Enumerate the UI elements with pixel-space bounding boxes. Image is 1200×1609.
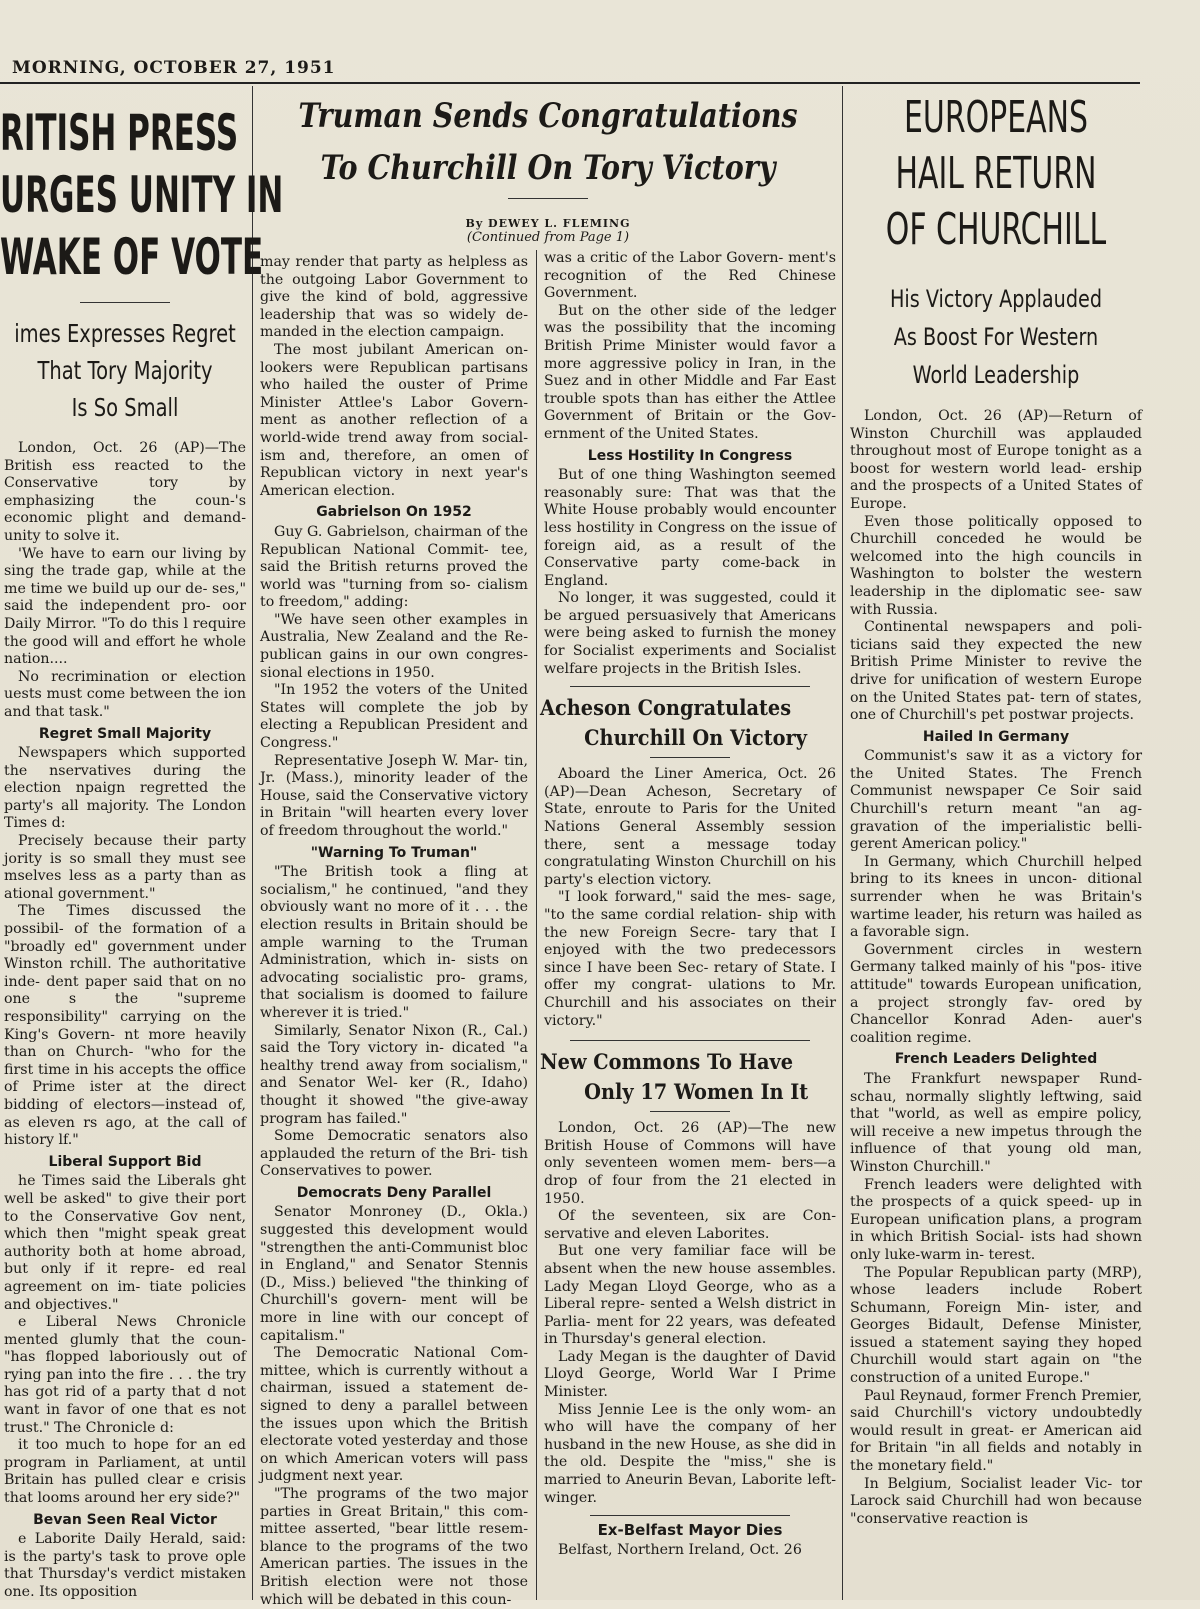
paragraph: Similarly, Senator Nixon (R., Cal.) said the Tory victory in- dicated "a healthy trend away from socialism," and Senator Wel- ker (R., Idaho) thought it showed "the give-away program has failed."	[260, 1022, 528, 1127]
paragraph: Communist's saw it as a victory for the United States. The French Communist newspaper Ce Soir said Churchill's return meant "an ag- gravation of the imperialistic belli- gerent American policy."	[850, 748, 1142, 853]
paragraph: The Frankfurt newspaper Rund- schau, normally slightly leftwing, said that "world, as well as empire policy, will receive a new impetus through the influence of that young old man, Winston Churchill."	[850, 1070, 1142, 1175]
paragraph: But on the other side of the ledger was the possibility that the incoming British Prime Minister would favor a more aggressive policy in Iran, in the Suez and in other Middle and Far East trouble spots than has either the Attlee Government of Britain or the Gov- ernment of the United States.	[544, 302, 836, 442]
deck-europeans: His Victory Applauded As Boost For Western World Leadership	[889, 285, 1103, 389]
paragraph: "In 1952 the voters of the United States will complete the job by electing a Republican President and Congress."	[260, 682, 528, 752]
article-truman-header	[256, 88, 840, 249]
paragraph: Of the seventeen, six are Con- servative and eleven Laborites.	[544, 1208, 836, 1242]
headline-belfast: Ex-Belfast Mayor Dies	[597, 1521, 783, 1540]
paragraph: Precisely because their party jority is so small they must see mselves less as a party than as ational government."	[4, 833, 246, 902]
paragraph: No recrimination or election uests must come between the ion and that task."	[4, 668, 246, 720]
paragraph: "The programs of the two major parties in Great Britain," this com- mittee asserted, "bear little resem- blance to the programs of the two American parties. The issues in the British election were not those which will be debated in this coun-	[260, 1485, 528, 1608]
byline: By DEWEY L. FLEMING	[465, 217, 631, 230]
article-divider	[570, 686, 810, 687]
paragraph: Paul Reynaud, former French Premier, said Churchill's victory undoubtedly would result in great- er American aid for Britain "in all fields and notably in the monetary field."	[850, 1387, 1142, 1475]
subhead: French Leaders Delighted	[894, 1051, 1098, 1068]
paragraph: But one very familiar face will be absent when the new house assembles. Lady Megan Lloyd George, who as a Liberal repre- sented a Welsh district in Parlia- ment for 22 years, was defeated in Thursday's general election.	[544, 1243, 836, 1348]
paragraph: Lady Megan is the daughter of David Lloyd George, World War I Prime Minister.	[544, 1348, 836, 1401]
paragraph: Some Democratic senators also applauded the return of the Bri- tish Conservatives to power.	[260, 1128, 528, 1180]
headline-rule	[650, 1111, 730, 1112]
headline-acheson: Acheson Congratulates Churchill On Victory	[540, 695, 807, 751]
headline-commons: New Commons To Have Only 17 Women In It	[540, 1049, 809, 1105]
paragraph: No longer, it was suggested, could it be argued persuasively that Americans were being asked to furnish the money for Socialist experiments and Socialist welfare projects in the British Isles.	[544, 590, 836, 677]
paragraph: London, Oct. 26 (AP)—Return of Winston Churchill was applauded throughout most of Europe tonight as a boost for western world lead- ership and the prospects of a United States of Europe.	[850, 408, 1142, 512]
paragraph: In Germany, which Churchill helped bring to its knees in uncon- ditional surrender when he was Britain's wartime leader, his return was hailed as a favorable sign.	[850, 853, 1142, 941]
paragraph: Newspapers which supported the nservatives during the election npaign regretted the party's all majority. The London Times d:	[4, 745, 246, 832]
paragraph: London, Oct. 26 (AP)—The new British House of Commons will have only seventeen women mem- bers—a drop of four from the 21 elected in 1950.	[544, 1120, 836, 1207]
paragraph: was a critic of the Labor Govern- ment's recognition of the Red Chinese Government.	[544, 250, 836, 302]
subhead: "Warning To Truman"	[310, 844, 478, 861]
paragraph: may render that party as helpless as the outgoing Labor Government to give the kind of bold, aggressive leadership that was so widely de- manded in the election campaign.	[260, 254, 528, 341]
paragraph: In Belgium, Socialist leader Vic- tor Larock said Churchill had won because "conservative reaction is	[850, 1475, 1142, 1527]
headline-europeans: EUROPEANS HAIL RETURN OF CHURCHILL	[885, 92, 1107, 255]
subhead: Gabrielson On 1952	[316, 504, 472, 521]
paragraph: The most jubilant American on- lookers were Republican partisans who hailed the ouster of Prime Minister Attlee's Labor Govern- ment as another reflection of a world-wide trend away from social- ism and, therefore, an omen of Republican victory in next year's American election.	[260, 341, 528, 499]
continued-note: (Continued from Page 1)	[466, 230, 630, 245]
paragraph: The Democratic National Com- mittee, which is currently without a chairman, issued a statement de- signed to deny a parallel between the issues upon which the British electorate voted yesterday and those on which American voters will pass judgment next year.	[260, 1345, 528, 1485]
subhead: Liberal Support Bid	[48, 1153, 202, 1170]
paragraph: e Liberal News Chronicle mented glumly that the coun- "has flopped laboriously out of rying pan into the fire . . . the try has got rid of a party that d not want in favor of one that es not trust." The Chronicle d:	[4, 1314, 246, 1436]
paragraph: "The British took a fling at socialism," he continued, "and they obviously want no more of it . . . the election results in Britain should be ample warning to the Truman Administration, which in- sists on advocating socialistic pro- grams, that socialism is doomed to failure wherever it is tried."	[260, 864, 528, 1021]
paragraph: Senator Monroney (D., Okla.) suggested this development would "strengthen the anti-Communist bloc in England," and Senator Stennis (D., Miss.) believed "the thinking of Churchill's govern- ment will be more in line with our concept of capitalism."	[260, 1204, 528, 1344]
paragraph: Continental newspapers and poli- ticians said they expected the new British Prime Minister to revive the drive for unification of western Europe on the United States pat- tern of states, one of Churchill's pet postwar projects.	[850, 619, 1142, 724]
paragraph: The Times discussed the possibil- of the formation of a "broadly ed" government under Winston rchill. The authoritative inde- dent paper said that on no one s the "supreme responsibility" carrying on the King's Govern- nt more heavily than on Church- "who for the first time in his accepts the office of Prime ister at the direct bidding of electors—instead of, as eleven rs ago, at the call of history lf."	[4, 903, 246, 1149]
paragraph: e Laborite Daily Herald, said: is the party's task to prove ople that Thursday's verdict mistaken one. Its opposition	[4, 1531, 246, 1600]
paragraph: Aboard the Liner America, Oct. 26 (AP)—Dean Acheson, Secretary of State, enroute to Paris for the United Nations General Assembly session there, sent a message today congratulating Winston Churchill on his party's election victory.	[544, 766, 836, 888]
paragraph: Miss Jennie Lee is the only wom- an who will have the company of her husband in the new House, as she did in the old. Despite the "miss," she is married to Aneurin Bevan, Laborite left-winger.	[544, 1401, 836, 1506]
headline-rule	[80, 302, 170, 303]
column-rule-1	[252, 86, 253, 1600]
paragraph: it too much to hope for an ed program in Parliament, at until Britain has pulled clear e crisis that looms around her ery side?"	[4, 1437, 246, 1507]
paragraph: Government circles in western Germany talked mainly of his "pos- itive attitude" towards European unification, a project strongly fav- ored by Chancellor Konrad Aden- auer's coalition regime.	[850, 941, 1142, 1046]
paragraph: London, Oct. 26 (AP)—The British ess reacted to the Conservative tory by emphasizing the coun-'s economic plight and demand- unity to solve it.	[4, 440, 246, 544]
article-truman-col-2	[540, 250, 840, 1600]
article-europeans	[846, 88, 1146, 1600]
paragraph: "We have seen other examples in Australia, New Zealand and the Re- publican gains in our own congres- sional elections in 1950.	[260, 611, 528, 681]
paragraph: he Times said the Liberals ght well be asked" to give their port to the Conservative Gov nent, which then "might speak great authority both at home abroad, but only if it repre- ed real agreement on im- tiate policies and objectives."	[4, 1173, 246, 1313]
article-divider	[590, 1515, 790, 1516]
subhead: Bevan Seen Real Victor	[33, 1511, 217, 1528]
article-british-press	[0, 88, 284, 1600]
column-rule-2	[536, 250, 537, 1600]
headline-rule	[650, 757, 730, 758]
article-truman-col-1	[256, 254, 532, 1608]
paragraph: French leaders were delighted with the prospects of a quick speed- up in European unification plans, a program in which British Social- ists had shown only luke-warm in- terest.	[850, 1176, 1142, 1263]
paragraph: "I look forward," said the mes- sage, "to the same cordial relation- ship with the new Foreign Secre- tary that I enjoyed with the two predecessors since I have been Sec- retary of State. I offer my congrat- ulations to Mr. Churchill and his associates on their victory."	[544, 889, 836, 1029]
headline-truman: Truman Sends Congratulations To Churchill On Tory Victory	[298, 96, 798, 188]
dateline: MORNING, OCTOBER 27, 1951	[12, 58, 336, 78]
paragraph: 'We have to earn our living by sing the trade gap, while at the me time we build up our de- ses," said the independent pro- oor Daily Mirror. "To do this l require the good will and effort he whole nation....	[4, 545, 246, 668]
headline-british-press: RITISH PRESS URGES UNITY IN WAKE OF VOTE	[0, 104, 284, 286]
subhead: Regret Small Majority	[38, 725, 212, 742]
column-rule-3	[842, 86, 843, 1600]
paragraph: But of one thing Washington seemed reasonably sure: That was that the White House probably would encounter less hostility in Congress on the issue of foreign aid, as a result of the Conservative party come-back in England.	[544, 467, 836, 589]
paragraph: The Popular Republican party (MRP), whose leaders include Robert Schumann, Foreign Min- ister, and Georges Bidault, Defense Minister, issued a statement saying they hoped Churchill would start again on "the construction of a united Europe."	[850, 1264, 1142, 1387]
paragraph: Belfast, Northern Ireland, Oct. 26	[558, 1541, 802, 1558]
deck-british-press: imes Expresses Regret That Tory Majority Is So Small	[14, 319, 236, 422]
paragraph: Guy G. Gabrielson, chairman of the Republican National Commit- tee, said the British returns proved the world was "turning from so- cialism to freedom," adding:	[260, 523, 528, 611]
article-divider	[570, 1040, 810, 1041]
paragraph: Even those politically opposed to Churchill conceded he would be welcomed into the high councils in Washington to bolster the western leadership in the diplomatic see- saw with Russia.	[850, 513, 1142, 618]
subhead: Less Hostility In Congress	[587, 447, 793, 464]
subhead: Hailed In Germany	[922, 728, 1070, 745]
headline-rule	[508, 198, 588, 199]
subhead: Democrats Deny Parallel	[296, 1184, 492, 1201]
top-rule	[0, 82, 1140, 84]
paragraph: Representative Joseph W. Mar- tin, Jr. (Mass.), minority leader of the House, said the Conservative victory in Britain "will hearten every lover of freedom throughout the world."	[260, 752, 528, 839]
